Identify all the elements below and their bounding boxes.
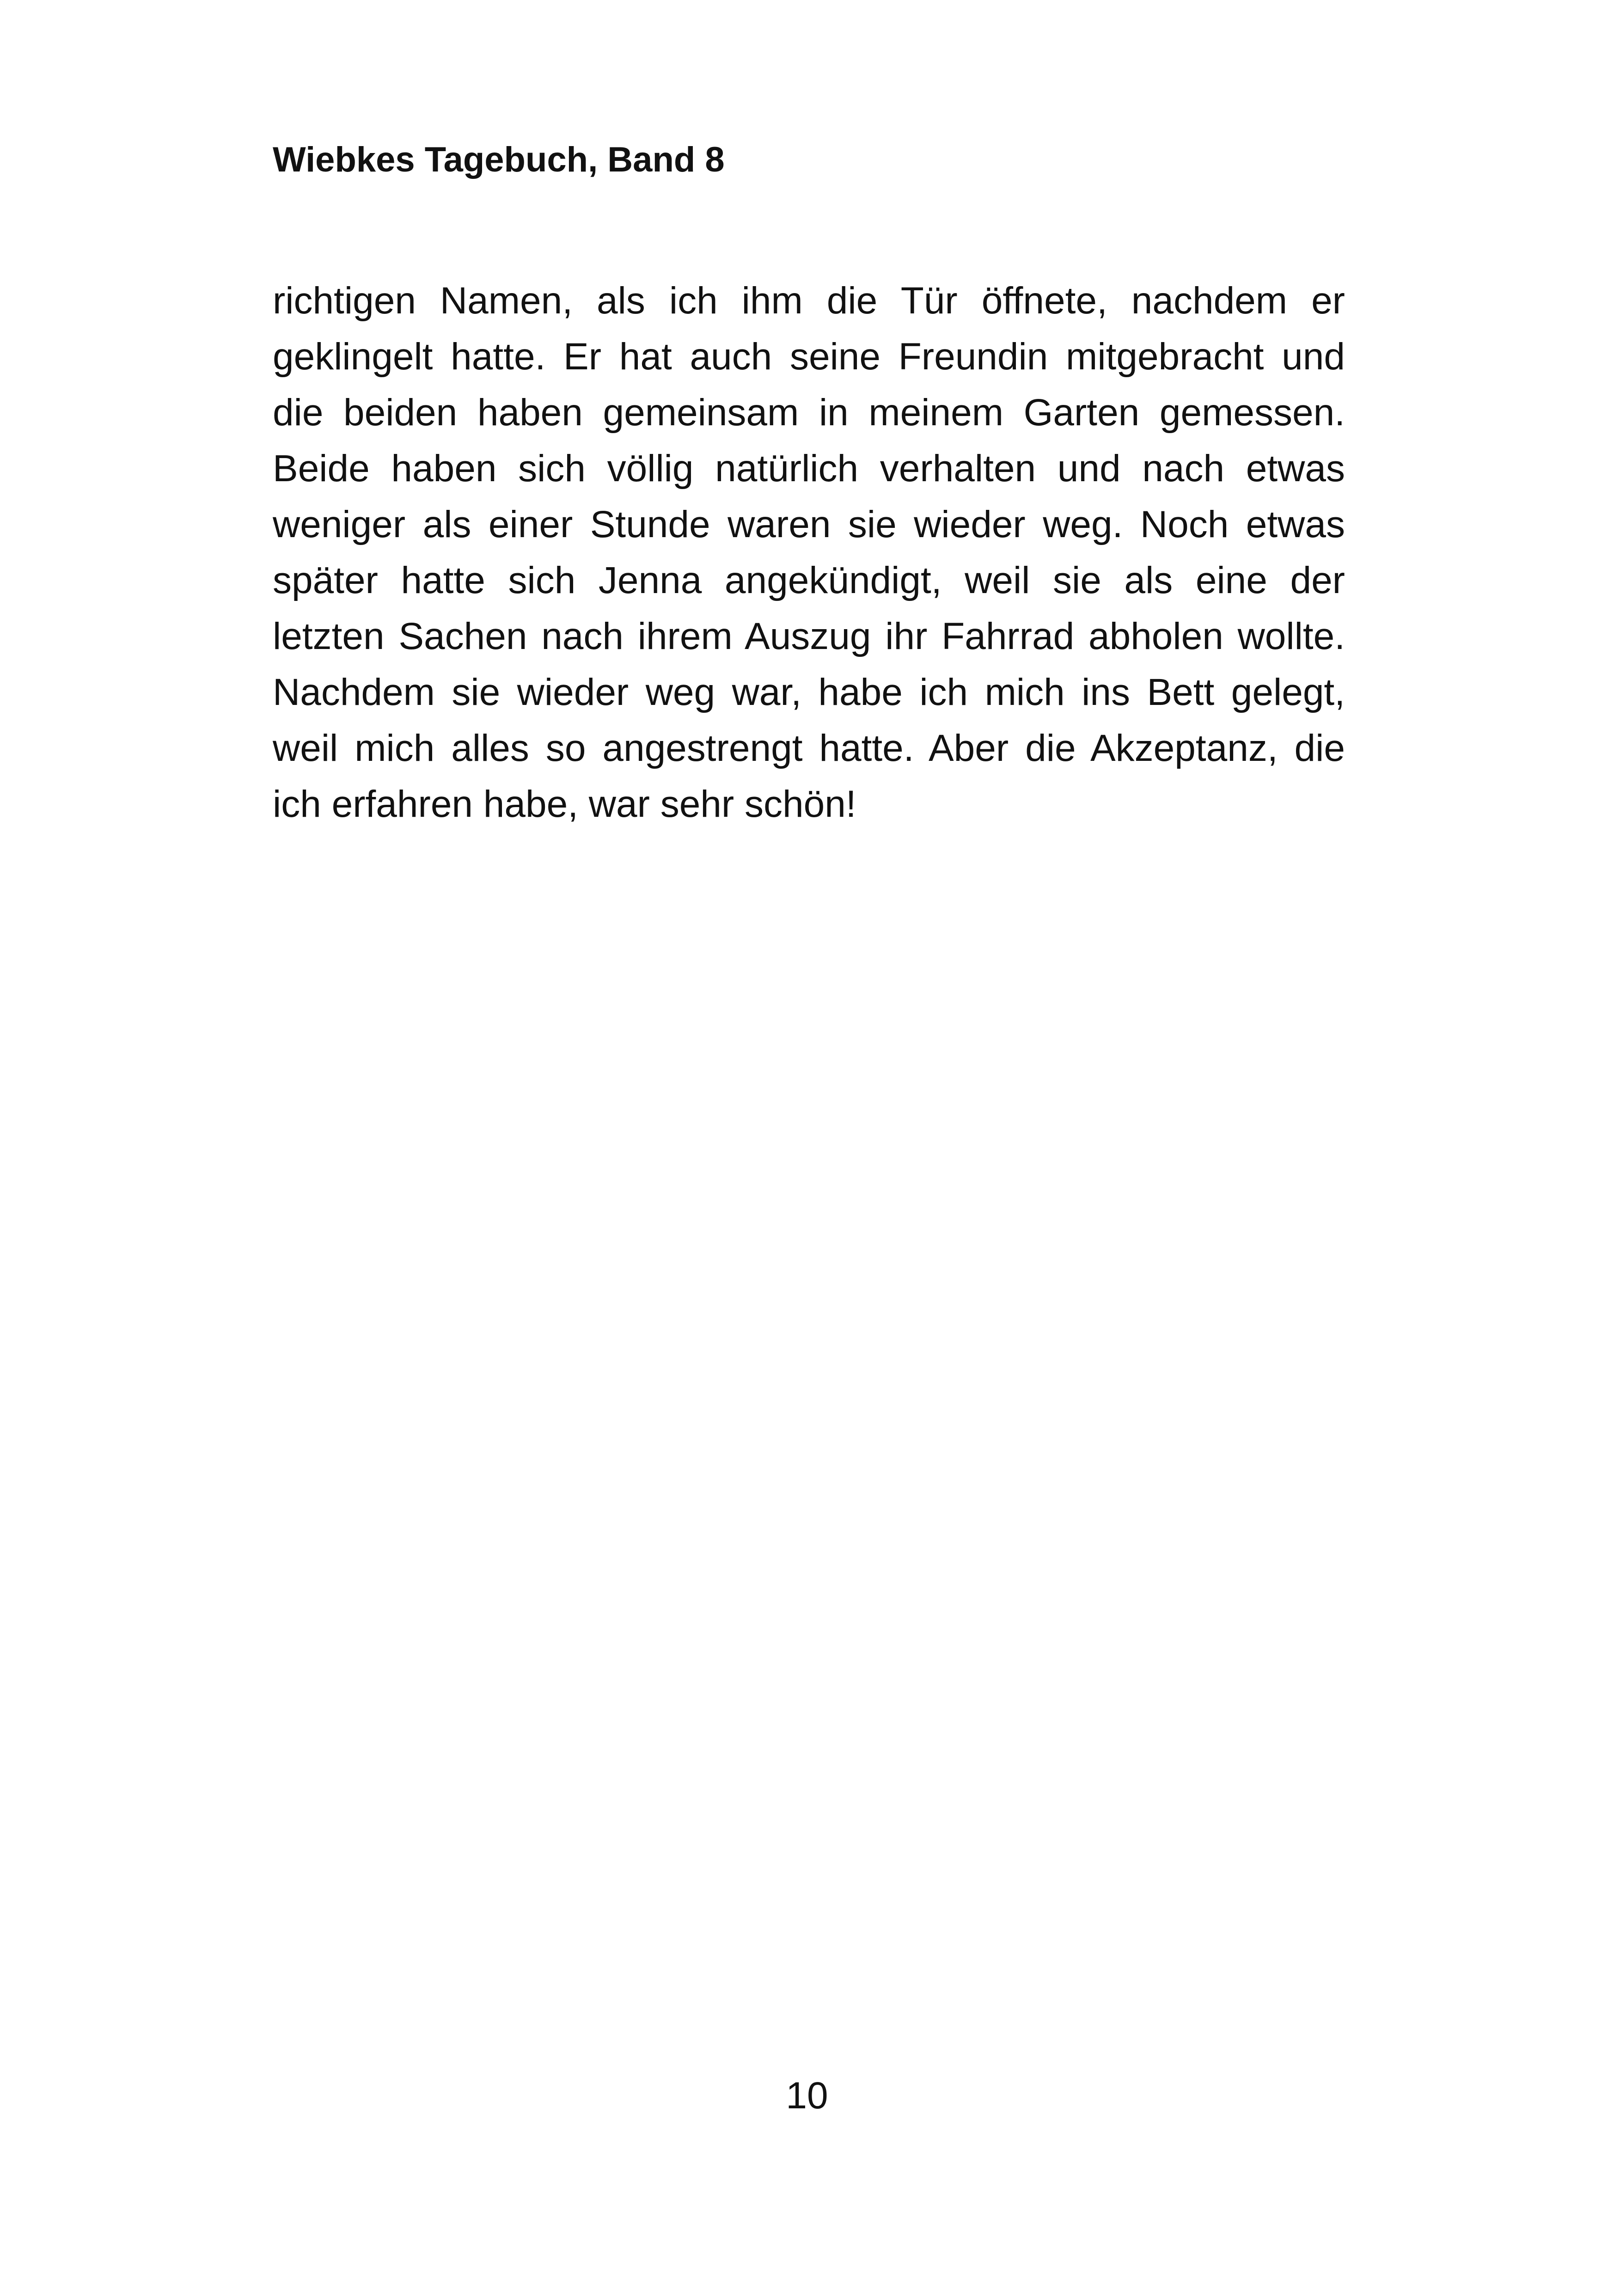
body-line: geklingelt hatte. Er hat auch seine Freundin mitgebracht und bbox=[273, 336, 1345, 378]
running-header: Wiebkes Tagebuch, Band 8 bbox=[273, 140, 725, 179]
body-line: weil mich alles so angestrengt hatte. Aber die Akzeptanz, die bbox=[273, 727, 1345, 769]
body-line: die beiden haben gemeinsam in meinem Garten gemessen. bbox=[273, 392, 1345, 434]
body-paragraph bbox=[273, 273, 1345, 832]
body-line: Nachdem sie wieder weg war, habe ich mich ins Bett gelegt, bbox=[273, 671, 1345, 713]
body-line: weniger als einer Stunde waren sie wieder weg. Noch etwas bbox=[273, 503, 1345, 545]
body-line: Beide haben sich völlig natürlich verhalten und nach etwas bbox=[273, 447, 1345, 490]
body-line: später hatte sich Jenna angekündigt, weil sie als eine der bbox=[273, 559, 1345, 601]
body-line: ich erfahren habe, war sehr schön! bbox=[273, 783, 856, 825]
body-line: letzten Sachen nach ihrem Auszug ihr Fahrrad abholen wollte. bbox=[273, 615, 1345, 657]
body-line: richtigen Namen, als ich ihm die Tür öffnete, nachdem er bbox=[273, 280, 1345, 322]
page-number: 10 bbox=[786, 2075, 828, 2117]
